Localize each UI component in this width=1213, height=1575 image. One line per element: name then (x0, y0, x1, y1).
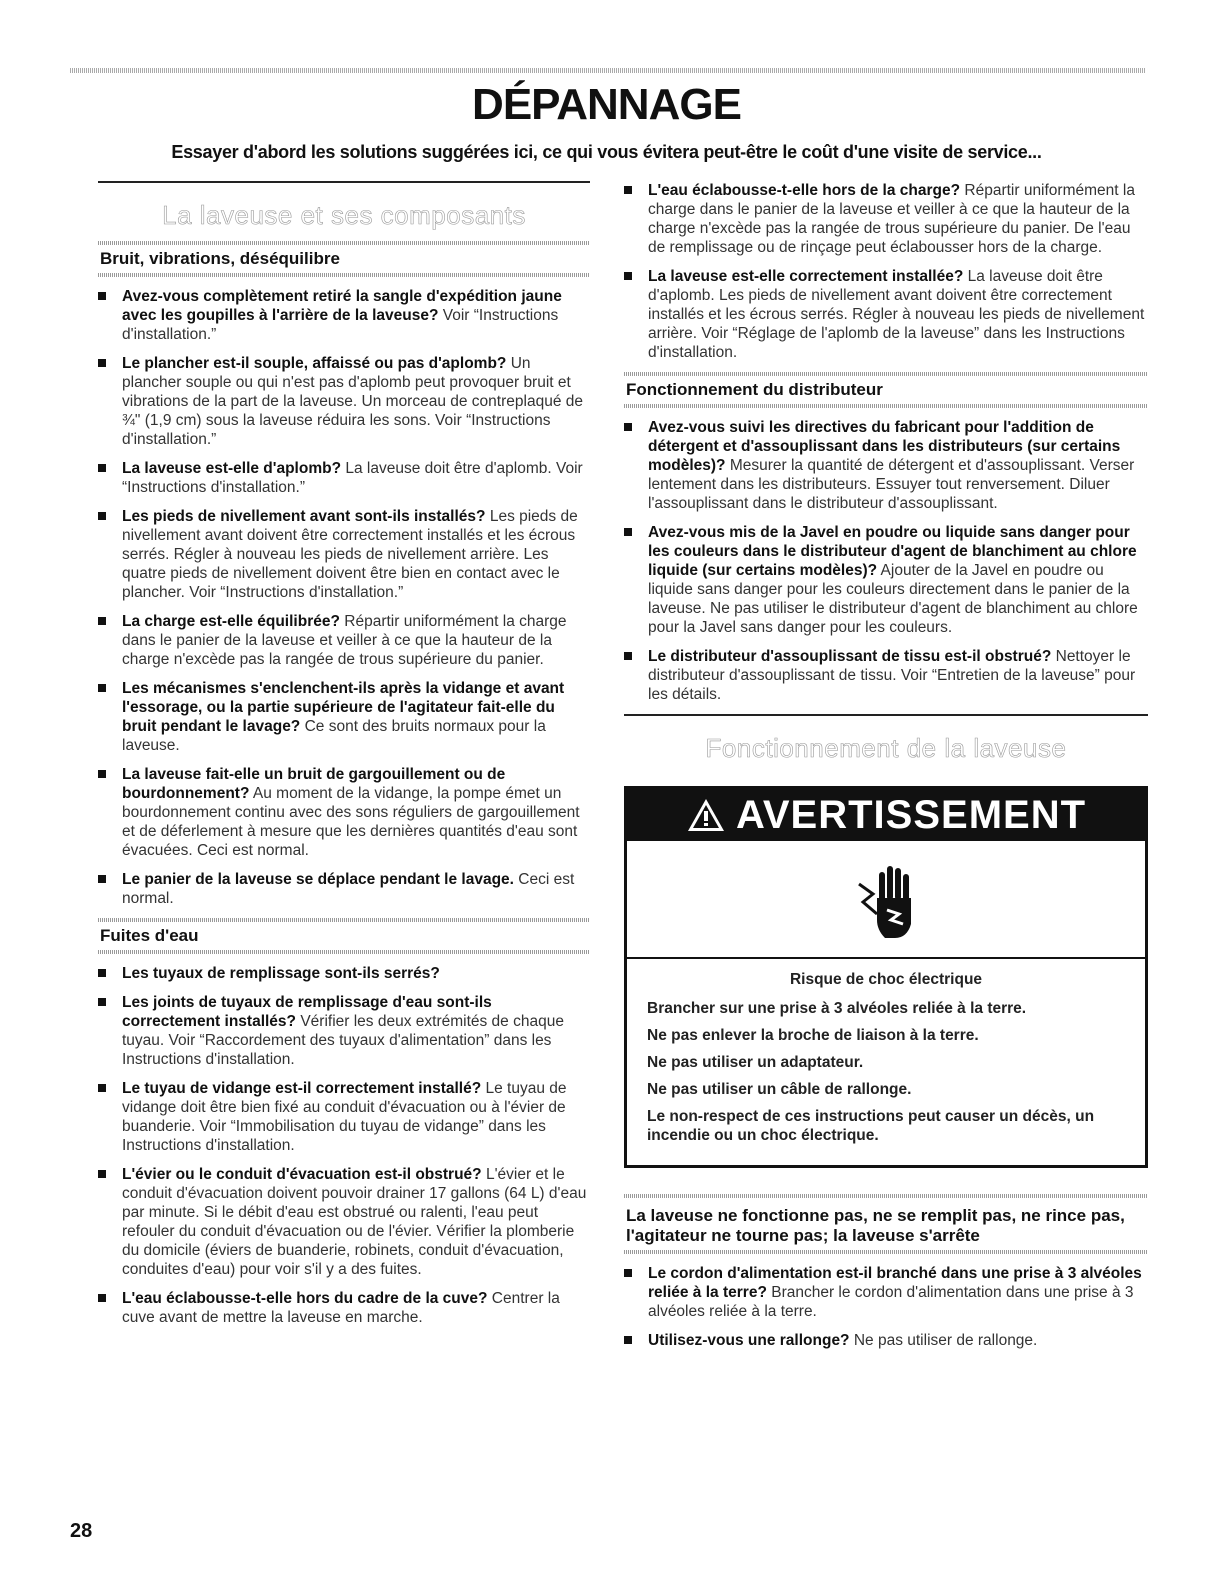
bullet-icon (98, 1294, 106, 1302)
bullet-icon (98, 998, 106, 1006)
item-question: Le tuyau de vidange est-il correctement installé? (122, 1080, 482, 1097)
item-question: L'eau éclabousse-t-elle hors de la charge? (648, 182, 961, 199)
item-question: Les tuyaux de remplissage sont-ils serrés? (122, 965, 440, 982)
bullet-icon (624, 186, 632, 194)
item-answer: L'évier et le conduit d'évacuation doivent pouvoir drainer 17 gallons (64 L) d'eau par minute. Si le débit d'eau est obstrué ou ralenti, l'eau peut refouler du conduit d'évacuation ou de l'évier. Vérifier la plomberie du domicile (éviers de buanderie, robinets, conduit d'évacuation, conduites d'eau) pour voir s'il y a des fuites. (122, 1166, 587, 1278)
list-item (98, 870, 590, 908)
bullet-icon (624, 528, 632, 536)
item-question: Utilisez-vous une rallonge? (648, 1332, 850, 1349)
bullet-icon (98, 617, 106, 625)
item-answer: La laveuse doit être d'aplomb. Voir “Instructions d'installation.” (122, 460, 583, 496)
item-answer: Répartir uniformément la charge dans le panier de la laveuse et veiller à ce que la hauteur de la charge n'excède pas la rangée de trous supérieure du panier. (122, 613, 567, 668)
page-subtitle: Essayer d'abord les solutions suggérées ici, ce qui vous évitera peut-être le coût d'une visite de service... (171, 142, 1042, 162)
warning-text (627, 959, 1145, 1165)
item-question: La charge est-elle équilibrée? (122, 613, 340, 630)
item-answer: La laveuse doit être d'aplomb. Les pieds de nivellement avant doivent être correctement installés et les écrous serrés. Régler à nouveau les pieds de nivellement arrière. Voir “Réglage de l'aplomb de la laveuse” dans les Instructions d'installation. (648, 268, 1145, 361)
not-working-list (624, 1254, 1148, 1350)
subheading-leaks: Fuites d'eau (100, 926, 199, 945)
item-question: Avez-vous complètement retiré la sangle d'expédition jaune avec les goupilles à l'arrière de la laveuse? (122, 288, 562, 324)
item-answer: Au moment de la vidange, la pompe émet un bourdonnement continu avec des sons réguliers de gargouillement et de déferlement à mesure que les dernières quantités d'eau sont évacuées. Ceci est normal. (122, 785, 580, 859)
bullet-icon (98, 512, 106, 520)
item-question: Le cordon d'alimentation est-il branché dans une prise à 3 alvéoles reliée à la terre? (648, 1265, 1142, 1301)
item-question: Les pieds de nivellement avant sont-ils installés? (122, 508, 486, 525)
bullet-icon (624, 1336, 632, 1344)
list-item (98, 993, 590, 1069)
list-item (624, 523, 1148, 637)
page-title: DÉPANNAGE (472, 80, 741, 129)
list-item (624, 1331, 1148, 1350)
item-answer: Ce sont des bruits normaux pour la laveuse. (122, 718, 546, 754)
item-answer: Mesurer la quantité de détergent et d'assouplissant. Verser lentement dans les distributeurs. Essuyer tout renversement. Diluer l'assouplissant dans le distributeur d'assouplissant. (648, 457, 1135, 512)
item-question: Les joints de tuyaux de remplissage d'eau sont-ils correctement installés? (122, 994, 492, 1030)
list-item (624, 181, 1148, 257)
right-top-list (624, 181, 1148, 362)
bullet-icon (624, 1269, 632, 1277)
warning-box (624, 786, 1148, 1168)
item-question: La laveuse est-elle correctement installée? (648, 268, 964, 285)
bullet-icon (98, 684, 106, 692)
warning-title: AVERTISSEMENT (735, 792, 1087, 837)
top-dotted-rule (70, 68, 1146, 73)
list-item (98, 287, 590, 344)
item-answer: Le tuyau de vidange doit être bien fixé au conduit d'évacuation ou à l'évier de buanderie. Voir “Immobilisation du tuyau de vidange” dans les Instructions d'installation. (122, 1080, 567, 1154)
warning-line: Ne pas utiliser un câble de rallonge. (647, 1081, 912, 1098)
list-item (98, 1079, 590, 1155)
list-item (98, 354, 590, 449)
list-item (98, 612, 590, 669)
item-answer: Répartir uniformément la charge dans le panier de la laveuse et veiller à ce que la hauteur de la charge n'excède pas la rangée de trous supérieure du panier. De l'eau de remplissage ou de rinçage peut éclabousser hors de la charge. (648, 182, 1135, 256)
bullet-icon (98, 464, 106, 472)
item-question: Le panier de la laveuse se déplace pendant le lavage. (122, 871, 514, 888)
list-item (98, 507, 590, 602)
item-answer: Voir “Instructions d'installation.” (122, 307, 559, 343)
item-question: La laveuse fait-elle un bruit de gargouillement ou de bourdonnement? (122, 766, 506, 802)
item-answer: Vérifier les deux extrémités de chaque tuyau. Voir “Raccordement des tuyaux d'alimentation” dans les Instructions d'installation. (122, 1013, 564, 1068)
warning-line: Le non-respect de ces instructions peut causer un décès, un incendie ou un choc électrique. (647, 1108, 1095, 1144)
item-question: L'évier ou le conduit d'évacuation est-il obstrué? (122, 1166, 482, 1183)
warning-symbol-area (627, 841, 1145, 959)
item-answer: Centrer la cuve avant de mettre la laveuse en marche. (122, 1290, 560, 1326)
bullet-icon (98, 292, 106, 300)
item-question: Le plancher est-il souple, affaissé ou pas d'aplomb? (122, 355, 507, 372)
subheading-noise: Bruit, vibrations, déséquilibre (100, 249, 340, 268)
bullet-icon (624, 423, 632, 431)
left-column (98, 181, 590, 1337)
electric-shock-hand-icon (851, 854, 921, 944)
bullet-icon (98, 875, 106, 883)
list-item (624, 418, 1148, 513)
leaks-list (98, 954, 590, 1327)
warning-risk: Risque de choc électrique (789, 971, 983, 988)
bullet-icon (98, 770, 106, 778)
list-item (624, 647, 1148, 704)
item-answer: Nettoyer le distributeur d'assouplissant de tissu. Voir “Entretien de la laveuse” pour les détails. (648, 648, 1136, 703)
item-question: Le distributeur d'assouplissant de tissu est-il obstrué? (648, 648, 1052, 665)
list-item (98, 459, 590, 497)
bullet-icon (98, 1170, 106, 1178)
list-item (98, 679, 590, 755)
section-heading-components: La laveuse et ses composants (162, 200, 526, 230)
list-item (98, 964, 590, 983)
warning-line: Brancher sur une prise à 3 alvéoles reliée à la terre. (647, 1000, 1027, 1017)
dispenser-list (624, 408, 1148, 704)
warning-triangle-icon (686, 797, 726, 833)
bullet-icon (98, 969, 106, 977)
list-item (98, 1165, 590, 1279)
subheading-not-working: La laveuse ne fonctionne pas, ne se remplit pas, ne rince pas, l'agitateur ne tourne pas; la laveuse s'arrête (626, 1206, 1125, 1245)
warning-line: Ne pas enlever la broche de liaison à la terre. (647, 1027, 979, 1044)
item-answer: Un plancher souple ou qui n'est pas d'aplomb peut provoquer bruit et vibrations de la part de la laveuse. Un morceau de contreplaqué de ¾" (1,9 cm) sous la laveuse réduira les sons. Voir “Instructions d'installation.” (122, 355, 583, 448)
item-question: Avez-vous mis de la Javel en poudre ou liquide sans danger pour les couleurs dans le distributeur d'agent de blanchiment au chlore liquide (sur certains modèles)? (648, 524, 1137, 579)
item-answer: Les pieds de nivellement avant doivent être correctement installés et les écrous serrés. Régler à nouveau les pieds de nivellement arrière. Les quatre pieds de nivellement doivent être bien en contact avec le plancher. Voir “Instructions d'installation.” (122, 508, 578, 601)
item-question: Avez-vous suivi les directives du fabricant pour l'addition de détergent et d'assouplissant dans les distributeurs (sur certains modèles)? (648, 419, 1121, 474)
list-item (624, 1264, 1148, 1321)
list-item (98, 765, 590, 860)
list-item (98, 1289, 590, 1327)
item-answer: Ajouter de la Javel en poudre ou liquide sans danger pour les couleurs directement dans le panier de la laveuse. Ne pas utiliser le distributeur d'agent de blanchiment au chlore pour la Javel sans danger pour les couleurs. (648, 562, 1138, 636)
noise-list (98, 277, 590, 908)
list-item (624, 267, 1148, 362)
page-number: 28 (70, 1520, 93, 1542)
bullet-icon (98, 359, 106, 367)
bullet-icon (98, 1084, 106, 1092)
bullet-icon (624, 272, 632, 280)
bullet-icon (624, 652, 632, 660)
item-question: L'eau éclabousse-t-elle hors du cadre de la cuve? (122, 1290, 488, 1307)
right-column (624, 181, 1148, 1360)
item-answer: Ceci est normal. (122, 871, 575, 907)
section-heading-operation: Fonctionnement de la laveuse (705, 733, 1067, 763)
item-answer: Ne pas utiliser de rallonge. (849, 1332, 1038, 1349)
warning-line: Ne pas utiliser un adaptateur. (647, 1054, 864, 1071)
subheading-dispenser: Fonctionnement du distributeur (626, 380, 883, 399)
item-answer: Brancher le cordon d'alimentation dans une prise à 3 alvéoles reliée à la terre. (648, 1284, 1134, 1320)
item-question: La laveuse est-elle d'aplomb? (122, 460, 342, 477)
item-question: Les mécanismes s'enclenchent-ils après la vidange et avant l'essorage, ou la partie supérieure de l'agitateur fait-elle du bruit pendant le lavage? (122, 680, 565, 735)
warning-header (627, 789, 1145, 841)
